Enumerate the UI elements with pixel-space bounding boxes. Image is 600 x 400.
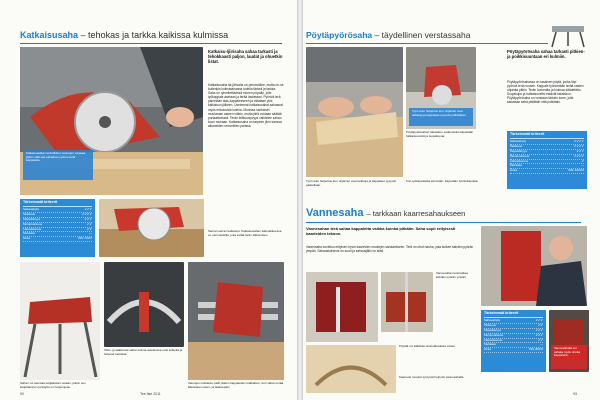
spec-row: Monipuolisuus ✔✔✔✔	[510, 153, 584, 158]
spec-row: Käytettävyys ✔✔✔	[484, 327, 543, 332]
right-bottom-caption-2: Pöytää voi kallistaa viistosahauksia varten.	[399, 345, 456, 348]
spec-row: Melutaso —	[510, 163, 584, 168]
sliding-rail-photo	[188, 262, 284, 380]
right-page	[303, 0, 600, 400]
spec-row: Monipuolisuus ✔✔	[23, 221, 92, 226]
right-bottom-spec-title: Tärkeimmät kriteerit	[484, 312, 543, 318]
spec-row: Tarkkuus ✔✔	[484, 322, 543, 327]
right-top-lead: Pöytäpyörösaha sahaa tarkasti pitkien- ja poikkisuuntaan eri kulmiin.	[507, 49, 585, 59]
bandsaw-operator-photo	[481, 226, 587, 306]
left-overlay-caption: Katkaisusahan terä liikkuu vaunujen varassa, jolloin sillä saa sahattua myös leveitä kappaleita.	[23, 150, 93, 180]
left-body: Katkaisusaha tai-jiirisaha on perusväline, mutta on-se kuitenkin kulmasahaana todella tärkeä ja tarkka. Saha on ryhmitettävissä monen pöydän, jolle työkappale asetaan ja terää lasketaan. Pyörivä terä painetaan alas kappaleeseen ja mitataan ylös katkaisun jälkeen. Useimmat katkaisusahat sahaavat myös erikokoisia kulmia. Monissa lukitukset muutaman asteen välein, mutta jiiriä voidaan säätää portaattomasti. Terän leikkuusyvyys vaihtelee sahan koon mukaan. Katkaisusaha on tarpeen jiirin kanssa alkaneiden remonttien parissa.	[208, 83, 284, 128]
left-bottom-caption-2: Viilto- ja säätöosat sahan kulma-asteikossa ovat selkeitä ja helposti luettavia.	[104, 349, 183, 356]
right-top-caption-1: Työn teko helpottuu kun ohjaimet ovat tarkkoja ja kappaleet pysyvät paikoillaan.	[306, 180, 396, 187]
left-mid-caption: Saman kerran katkaistu: Katkaisusahan lukkolaitteessa on varmuuskiila, joka estää terän liikkumisen.	[208, 230, 282, 237]
spec-row: Sahauskyky ✔✔✔	[484, 317, 543, 322]
right-overlay-caption-2: Vannesahalla voi sahata myös ohuita kappaleita.	[551, 345, 587, 369]
left-header	[20, 30, 228, 40]
spec-row: Liikuteltavuus ✔	[510, 158, 584, 163]
spec-row: Hinta 100–1000 €	[510, 168, 584, 173]
right-top-subtitle: – täydellinen verstassaha	[374, 30, 471, 40]
spec-row: Sahauskyky ✔✔✔✔	[510, 138, 584, 143]
right-bottom-spec-box	[481, 310, 546, 372]
right-top-spec-box	[507, 131, 587, 189]
right-bottom-caption-3: Kaarevat muodot syntyvät helposti vannesahalla.	[399, 376, 465, 379]
bandsaw-cut-photo	[306, 345, 396, 393]
miter-saw-blade-photo	[99, 199, 204, 257]
right-bottom-header-rule	[306, 222, 581, 223]
right-bottom-header	[306, 207, 465, 219]
table-saw-cutting-photo	[306, 47, 403, 177]
right-top-spec-title: Tärkeimmät kriteerit	[510, 133, 584, 139]
right-bottom-caption-1: Vannesahan terä kulkee kahden pyörän ympäri.	[436, 272, 469, 279]
left-footer: Tee Itse 2011	[140, 392, 161, 396]
spec-row: Melutaso —	[484, 342, 543, 347]
right-top-body: Pöytäpyörösahassa on tasainen pöytä, jonka läpi pyörivä terä nousee. Kappale työnnetään terää vasten ohjainta pitkin. Terän korkeutta ja kulmaa säädetään. Suojakupu ja halkaisuveitsi estävät takaiskun. Pöytäpyörösaha on verstaan tärkein kone, jolla sahataan sekä pitkittäin että poikittain.	[507, 80, 584, 105]
left-lead: Katkaisu-/jiirisaha sahaa tarkasti ja tehokkaasti paljon, laudat ja ohuetkin listat.	[208, 49, 283, 64]
left-page	[0, 0, 297, 400]
right-top-header	[306, 30, 470, 40]
table-saw-product-photo	[548, 20, 588, 48]
left-bottom-caption-3: Vaunujen tukitanko sallii pitkien kappaleiden katkaisun, kun sahan terää liikutetaan eteen- ja taaksepäin.	[188, 382, 284, 389]
spec-row: Liikuteltavuus ✔✔	[23, 226, 92, 231]
left-bottom-caption-1: Sahan voi asentaa tukijalustan varaan, jolloin sen kuljettaminen ja käyttö on helpompaa.	[20, 382, 86, 389]
bandsaw-wheel-photo	[306, 272, 378, 342]
left-spec-box	[20, 199, 95, 257]
right-top-header-rule	[306, 43, 581, 44]
spec-row: Liikuteltavuus ✔✔	[484, 337, 543, 342]
right-bottom-subtitle: – tarkkaan kaarresahaukseen	[366, 209, 466, 218]
spec-row: Tarkkuus ✔✔✔✔	[23, 211, 92, 216]
bandsaw-table-photo	[381, 272, 433, 332]
left-title: Katkaisusaha	[20, 30, 79, 40]
spec-row: Hinta 150–800 €	[484, 347, 543, 352]
spec-row: Käytettävyys ✔✔✔	[510, 148, 584, 153]
right-overlay-caption-1: Työn teko helpottuu kun ohjaimet ovat tarkkoja ja kappaleet pysyvät paikoillaan.	[409, 108, 473, 126]
spec-row: Monipuolisuus ✔✔✔	[484, 332, 543, 337]
right-bottom-body: Vannesaha soveltuu erityisen hyvin kaarevien muotojen sahaamiseen. Terä on ohut nauha, joka kulkee kahden pyörän ympäri. Sahauskorkeus on suuri ja sahausjälki on siisti.	[306, 245, 474, 254]
right-page-number: 93	[573, 392, 577, 396]
saw-stand-photo	[20, 262, 100, 380]
right-top-caption-3: Kun työkappaletta siirretään, käytetään työntökapulaa.	[406, 180, 479, 183]
right-bottom-title: Vannesaha	[306, 207, 364, 219]
saw-angle-scale-photo	[104, 262, 184, 347]
left-header-rule	[20, 43, 282, 44]
left-spec-title: Tärkeimmät kriteerit	[23, 201, 92, 207]
left-page-number: 90	[20, 392, 24, 396]
spec-row: Tarkkuus ✔✔✔✔	[510, 143, 584, 148]
right-top-title: Pöytäpyörösaha	[306, 30, 373, 40]
spec-row: Käytettävyys ✔✔✔	[23, 216, 92, 221]
right-bottom-lead: Vannesahan terä sahaa kappaletta vaikka kuinka pitkään. Saha sopii erityisesti kaarteiden tekoon.	[306, 226, 456, 236]
spec-row: Hinta 150–700 €	[23, 236, 92, 241]
left-subtitle: – tehokas ja tarkka kaikissa kulmissa	[80, 30, 229, 40]
spec-row: Sahauskyky ✔✔✔	[23, 206, 92, 211]
right-top-caption-2: Pöytäpyörösahan takaiskun estämiseksi käytetään halkaisuveistä ja suojakupua.	[406, 131, 474, 138]
spec-row: Melutaso —	[23, 231, 92, 236]
